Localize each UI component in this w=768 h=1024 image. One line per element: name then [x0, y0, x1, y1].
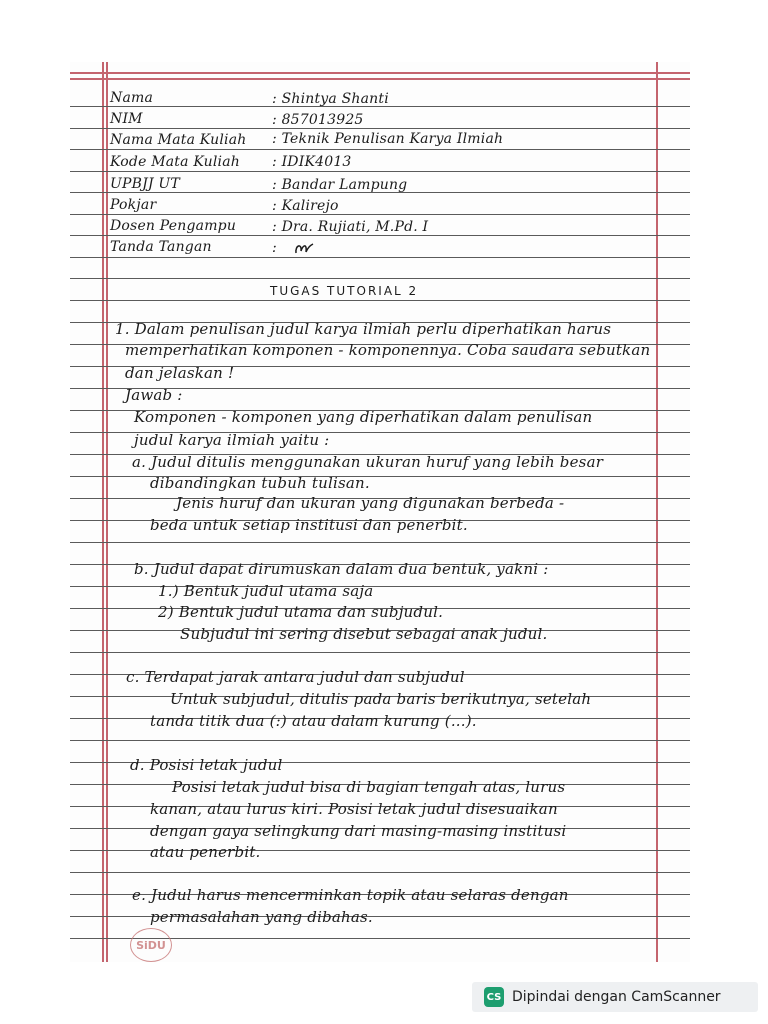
field-label-mata-kuliah: Nama Mata Kuliah [110, 132, 247, 148]
ruled-line [70, 542, 690, 543]
body-line: Posisi letak judul bisa di bagian tengah atas, lurus [172, 778, 566, 796]
camscanner-caption: Dipindai dengan CamScanner [512, 989, 721, 1005]
body-line: dengan gaya selingkung dari masing-masing institusi [150, 822, 567, 840]
ruled-line [70, 128, 690, 129]
ruled-line [70, 278, 690, 279]
ruled-line [70, 149, 690, 150]
field-label-pokjar: Pokjar [110, 197, 157, 213]
camscanner-watermark [472, 982, 758, 1012]
ruled-line [70, 652, 690, 653]
body-line: kanan, atau lurus kiri. Posisi letak judul disesuaikan [150, 800, 558, 818]
right-margin-line [656, 62, 658, 962]
field-label-dosen: Dosen Pengampu [110, 218, 237, 234]
body-line: 2) Bentuk judul utama dan subjudul. [158, 603, 444, 621]
body-line: d. Posisi letak judul [130, 756, 283, 774]
field-value-mata-kuliah: : Teknik Penulisan Karya Ilmiah [272, 131, 504, 147]
body-line: Subjudul ini sering disebut sebagai anak judul. [180, 625, 548, 643]
body-line: permasalahan yang dibahas. [150, 908, 373, 926]
body-line: dan jelaskan ! [125, 364, 235, 382]
field-label-nim: NIM [110, 111, 143, 127]
ruled-line [70, 740, 690, 741]
body-line: Jenis huruf dan ukuran yang digunakan berbeda - [176, 494, 565, 512]
body-line: judul karya ilmiah yaitu : [134, 431, 330, 449]
header-red-line [70, 78, 690, 80]
field-value-pokjar: : Kalirejo [272, 198, 339, 214]
body-line: Jawab : [125, 386, 183, 404]
body-line: Komponen - komponen yang diperhatikan dalam penulisan [134, 408, 593, 426]
ruled-line [70, 257, 690, 258]
ruled-line [70, 214, 690, 215]
body-line: a. Judul ditulis menggunakan ukuran huruf yang lebih besar [132, 453, 604, 471]
sidu-stamp-logo: SiDU [130, 928, 172, 962]
signature-scribble-icon [293, 241, 315, 257]
left-margin-line-2 [106, 62, 108, 962]
field-value-nama: : Shintya Shanti [272, 91, 389, 107]
body-line: e. Judul harus mencerminkan topik atau selaras dengan [132, 886, 569, 904]
page-title: TUGAS TUTORIAL 2 [270, 284, 419, 298]
ruled-line [70, 235, 690, 236]
body-line: dibandingkan tubuh tulisan. [150, 474, 370, 492]
ruled-line [70, 872, 690, 873]
body-line: beda untuk setiap institusi dan penerbit. [150, 516, 468, 534]
left-margin-line [102, 62, 104, 962]
field-label-upbjj: UPBJJ UT [110, 176, 180, 192]
body-line: Untuk subjudul, ditulis pada baris berikutnya, setelah [170, 690, 592, 708]
body-line: 1. Dalam penulisan judul karya ilmiah perlu diperhatikan harus [115, 320, 612, 338]
body-line: atau penerbit. [150, 843, 261, 861]
body-line: memperhatikan komponen - komponennya. Coba saudara sebutkan [125, 341, 651, 359]
body-line: tanda titik dua (:) atau dalam kurung (...). [150, 712, 477, 730]
field-value-nim: : 857013925 [272, 112, 364, 128]
body-line: c. Terdapat jarak antara judul dan subjudul [126, 668, 465, 686]
header-red-line [70, 72, 690, 74]
field-value-tanda-tangan: : [272, 240, 277, 256]
field-label-nama: Nama [110, 90, 154, 106]
field-label-kode-mk: Kode Mata Kuliah [110, 154, 240, 170]
body-line: 1.) Bentuk judul utama saja [158, 582, 374, 600]
ruled-line [70, 171, 690, 172]
field-label-tanda-tangan: Tanda Tangan [110, 239, 212, 255]
body-line: b. Judul dapat dirumuskan dalam dua bentuk, yakni : [134, 560, 549, 578]
field-value-kode-mk: : IDIK4013 [272, 154, 352, 170]
field-value-upbjj: : Bandar Lampung [272, 177, 408, 193]
camscanner-logo-icon: CS [484, 987, 504, 1007]
field-value-dosen: : Dra. Rujiati, M.Pd. I [272, 219, 429, 235]
ruled-line [70, 300, 690, 301]
